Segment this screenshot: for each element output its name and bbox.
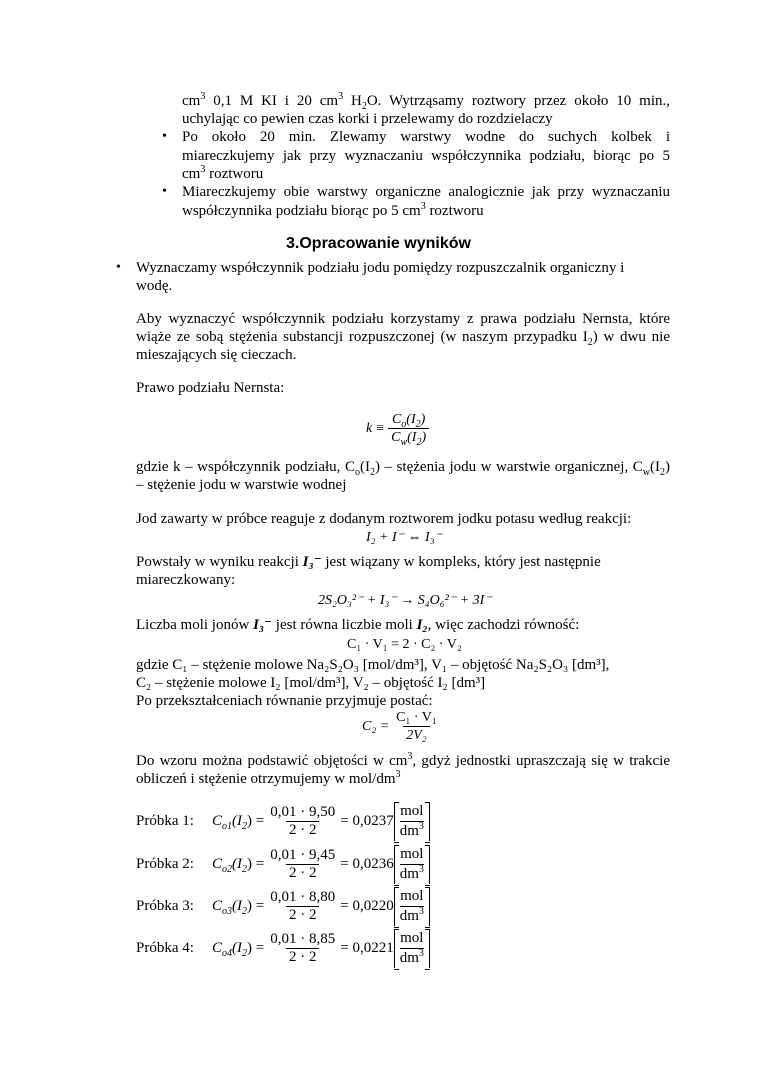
powstaly-line-2: miareczkowany: xyxy=(136,572,236,588)
unit-numerator: mol xyxy=(400,846,424,862)
sample-lhs xyxy=(212,856,264,873)
text-run: C xyxy=(212,813,223,829)
sup: 3 xyxy=(200,91,206,102)
sub: 2 xyxy=(242,948,248,959)
text-run: dm xyxy=(399,950,419,966)
text-run: ) w dwu nie xyxy=(592,329,670,345)
text-run: C xyxy=(391,412,402,427)
sub: o4 xyxy=(222,948,233,959)
text-run: dm xyxy=(399,823,419,839)
sub: 2 xyxy=(659,467,665,478)
sub: 2 xyxy=(415,418,421,430)
bullet-glyph: • xyxy=(116,260,121,275)
c2-formula xyxy=(362,709,440,744)
sub: w xyxy=(400,436,408,448)
where2-line-1: gdzie C₁ – stężenie molowe Na₂S₂O₃ [mol/dm³], V₁ – objętość Na₂S₂O₃ [dm³], xyxy=(136,657,610,673)
text-run: C xyxy=(212,940,223,956)
fraction-denominator: 2 · 2 xyxy=(286,948,320,966)
bullet-glyph: • xyxy=(162,184,167,199)
sub: o3 xyxy=(222,906,233,917)
text-run: O. Wytrząsamy roztwory przez około 10 min., xyxy=(366,93,670,109)
bullet-glyph: • xyxy=(162,129,167,144)
transform-line: Po przekształceniach równanie przyjmuje postać: xyxy=(136,693,433,709)
sub: 2 xyxy=(361,101,367,112)
text-run: gdzie k – współczynnik podziału, C xyxy=(136,459,355,475)
unit-numerator: mol xyxy=(400,803,424,819)
sup: 3 xyxy=(418,821,424,832)
fraction-numerator: 0,01 · 9,45 xyxy=(270,847,336,863)
text-run: Powstały w wyniku reakcji xyxy=(136,554,303,570)
fraction-numerator: C₁ · V₁ xyxy=(396,710,437,725)
reaction-2: 2S₂O₃²⁻ + I₃⁻ → S₄O₆²⁻ + 3I⁻ xyxy=(318,593,492,608)
sup: 3 xyxy=(418,864,424,875)
sample-label: Próbka 4: xyxy=(136,940,194,956)
where2-line-2: C₂ – stężenie molowe I₂ [mol/dm³], V₂ – objętość I₂ [dm³] xyxy=(136,675,486,691)
bullet3-line-2 xyxy=(182,202,484,220)
sample-row xyxy=(136,929,430,968)
fraction-denominator: 2V₂ xyxy=(403,726,429,744)
sample-label: Próbka 3: xyxy=(136,898,194,914)
fraction-denominator: 2 · 2 xyxy=(286,864,320,882)
nernst-fraction xyxy=(388,411,429,446)
nernst-formula xyxy=(366,411,429,446)
where1-line-2: – stężenie jodu w warstwie wodnej xyxy=(136,477,347,493)
unit-denominator xyxy=(400,906,424,926)
sup: 3 xyxy=(407,751,413,762)
sample-fraction xyxy=(267,931,338,966)
text-run: ) = xyxy=(247,940,265,956)
sup: 3 xyxy=(200,164,206,175)
sup: 3 xyxy=(338,91,344,102)
text-run: ) = xyxy=(247,856,265,872)
sub: 2 xyxy=(587,337,593,348)
bullet2-line-2: miareczkujemy jak przy wyznaczaniu współczynnika podziału, biorąc po 5 xyxy=(182,148,670,164)
liczba-line xyxy=(136,616,579,634)
sup: 3 xyxy=(418,906,424,917)
text-run: Liczba moli jonów xyxy=(136,617,254,633)
equality: C₁ · V₁ = 2 · C₂ · V₂ xyxy=(347,637,462,652)
sample-result: = 0,0221 xyxy=(340,940,394,956)
text-run: ) = xyxy=(247,898,265,914)
text-run: 0,1 M KI i 20 cm xyxy=(205,93,339,109)
sub: 2 xyxy=(242,821,248,832)
section-bullet-line-2: wodę. xyxy=(136,278,173,294)
fraction-numerator: 0,01 · 8,85 xyxy=(270,931,336,947)
text-run: , gdyż jednostki upraszczają się w trakcie xyxy=(412,753,670,769)
c2-fraction xyxy=(393,709,440,744)
sample-fraction xyxy=(267,804,338,839)
reaction-1: I₂ + I⁻ ⇔ I₃⁻ xyxy=(366,530,442,545)
text-run: ) – stężenia jodu w warstwie organicznej, C xyxy=(374,459,643,475)
sub: o xyxy=(401,418,407,430)
sub: w xyxy=(642,467,650,478)
sample-row xyxy=(136,845,430,884)
k-symbol: k xyxy=(366,420,373,436)
para1-line-3: mieszających się cieczach. xyxy=(136,347,297,363)
text-run: obliczeń i stężenie otrzymujemy w mol/dm xyxy=(136,771,396,787)
fraction-denominator xyxy=(388,428,429,446)
sup: 3 xyxy=(395,769,401,780)
text-run: (I xyxy=(649,459,660,475)
text-run: cm xyxy=(182,93,201,109)
sample-row xyxy=(136,887,430,926)
text-run: (I xyxy=(232,856,243,872)
sample-lhs xyxy=(212,813,264,830)
text-run: , więc zachodzi równość: xyxy=(427,617,580,633)
sub: o xyxy=(354,467,360,478)
fraction-denominator: 2 · 2 xyxy=(286,906,320,924)
bullet3-line-1: Miareczkujemy obie warstwy organiczne analogicznie jak przy wyznaczaniu xyxy=(182,184,670,200)
section-heading: 3.Opracowanie wyników xyxy=(286,235,471,252)
text-run: C xyxy=(212,898,223,914)
text-run: wiąże ze sobą stężenia substancji rozpuszczonej (w naszym przypadku I xyxy=(136,329,588,345)
sub: 2 xyxy=(242,906,248,917)
text-run: dm xyxy=(399,908,419,924)
where1-line-1 xyxy=(136,458,670,476)
sample-lhs xyxy=(212,898,264,915)
text-run: ) = xyxy=(247,813,265,829)
para1-line-1: Aby wyznaczyć współczynnik podziału korzystamy z prawa podziału Nernsta, które xyxy=(136,311,670,327)
sub: o1 xyxy=(222,821,233,832)
sub: o2 xyxy=(222,864,233,875)
text-run: (I xyxy=(406,412,416,427)
triiodide-ion: I₃⁻ xyxy=(253,617,273,633)
unit-numerator: mol xyxy=(400,930,424,946)
c2-lhs: C₂ = xyxy=(362,718,390,734)
fraction-denominator: 2 · 2 xyxy=(286,821,320,839)
unit-denominator xyxy=(400,821,424,841)
bullet2-line-1: Po około 20 min. Zlewamy warstwy wodne do suchych kolbek i xyxy=(182,129,670,145)
text-run: (I xyxy=(407,430,417,445)
text-run: cm xyxy=(182,166,201,182)
text-run: C xyxy=(212,856,223,872)
text-run: roztworu xyxy=(425,203,484,219)
sample-row xyxy=(136,802,430,841)
text-run: jest wiązany w kompleks, który jest następnie xyxy=(321,554,601,570)
sample-fraction xyxy=(267,889,338,924)
sample-label: Próbka 2: xyxy=(136,856,194,872)
text-run: współczynnika podziału biorąc po 5 cm xyxy=(182,203,421,219)
unit-bracket xyxy=(394,887,430,926)
sub: 2 xyxy=(416,436,422,448)
sample-result: = 0,0220 xyxy=(340,898,394,914)
unit-bracket xyxy=(394,929,430,968)
sample-result: = 0,0236 xyxy=(340,856,394,872)
podstawic-line-2 xyxy=(136,770,401,788)
sample-result: = 0,0237 xyxy=(340,813,394,829)
text-run: H xyxy=(343,93,362,109)
unit-bracket xyxy=(394,845,430,884)
sample-lhs xyxy=(212,940,264,957)
text-run: (I xyxy=(232,898,243,914)
text-run: ) xyxy=(420,412,426,427)
text-run: ) xyxy=(664,459,670,475)
unit-bracket xyxy=(394,802,430,841)
unit-denominator xyxy=(400,864,424,884)
sub: 2 xyxy=(369,467,375,478)
text-run: (I xyxy=(359,459,370,475)
sup: 3 xyxy=(420,201,426,212)
text-run: (I xyxy=(232,813,243,829)
top-line-2: uchylając co pewien czas korki i przelewamy do rozdzielaczy xyxy=(182,111,553,127)
para1-line-2 xyxy=(136,328,670,346)
nernst-label: Prawo podziału Nernsta: xyxy=(136,380,285,396)
text-run: (I xyxy=(232,940,243,956)
text-run: roztworu xyxy=(205,166,264,182)
top-line-1 xyxy=(182,92,670,110)
unit-denominator xyxy=(400,948,424,968)
sub: 2 xyxy=(242,864,248,875)
section-bullet-line-1: Wyznaczamy współczynnik podziału jodu pomiędzy rozpuszczalnik organiczny i xyxy=(136,260,625,276)
text-run: C xyxy=(391,430,401,445)
text-run: ) xyxy=(421,430,427,445)
triiodide-ion: I₃⁻ xyxy=(302,554,322,570)
text-run: jest równa liczbie moli xyxy=(272,617,417,633)
fraction-numerator xyxy=(389,411,428,428)
jod-line: Jod zawarty w próbce reaguje z dodanym roztworem jodku potasu według reakcji: xyxy=(136,511,632,527)
text-run: dm xyxy=(399,866,419,882)
iodine-molecule: I₂ xyxy=(416,617,428,633)
equiv-symbol: ≡ xyxy=(376,420,385,436)
fraction-numerator: 0,01 · 8,80 xyxy=(270,889,336,905)
sample-fraction xyxy=(267,847,338,882)
unit-numerator: mol xyxy=(400,888,424,904)
powstaly-line-1 xyxy=(136,553,601,571)
bullet2-line-3 xyxy=(182,165,263,183)
text-run: Do wzoru można podstawić objętości w cm xyxy=(136,753,408,769)
sample-label: Próbka 1: xyxy=(136,813,194,829)
podstawic-line-1 xyxy=(136,752,670,770)
sup: 3 xyxy=(418,948,424,959)
fraction-numerator: 0,01 · 9,50 xyxy=(270,804,336,820)
